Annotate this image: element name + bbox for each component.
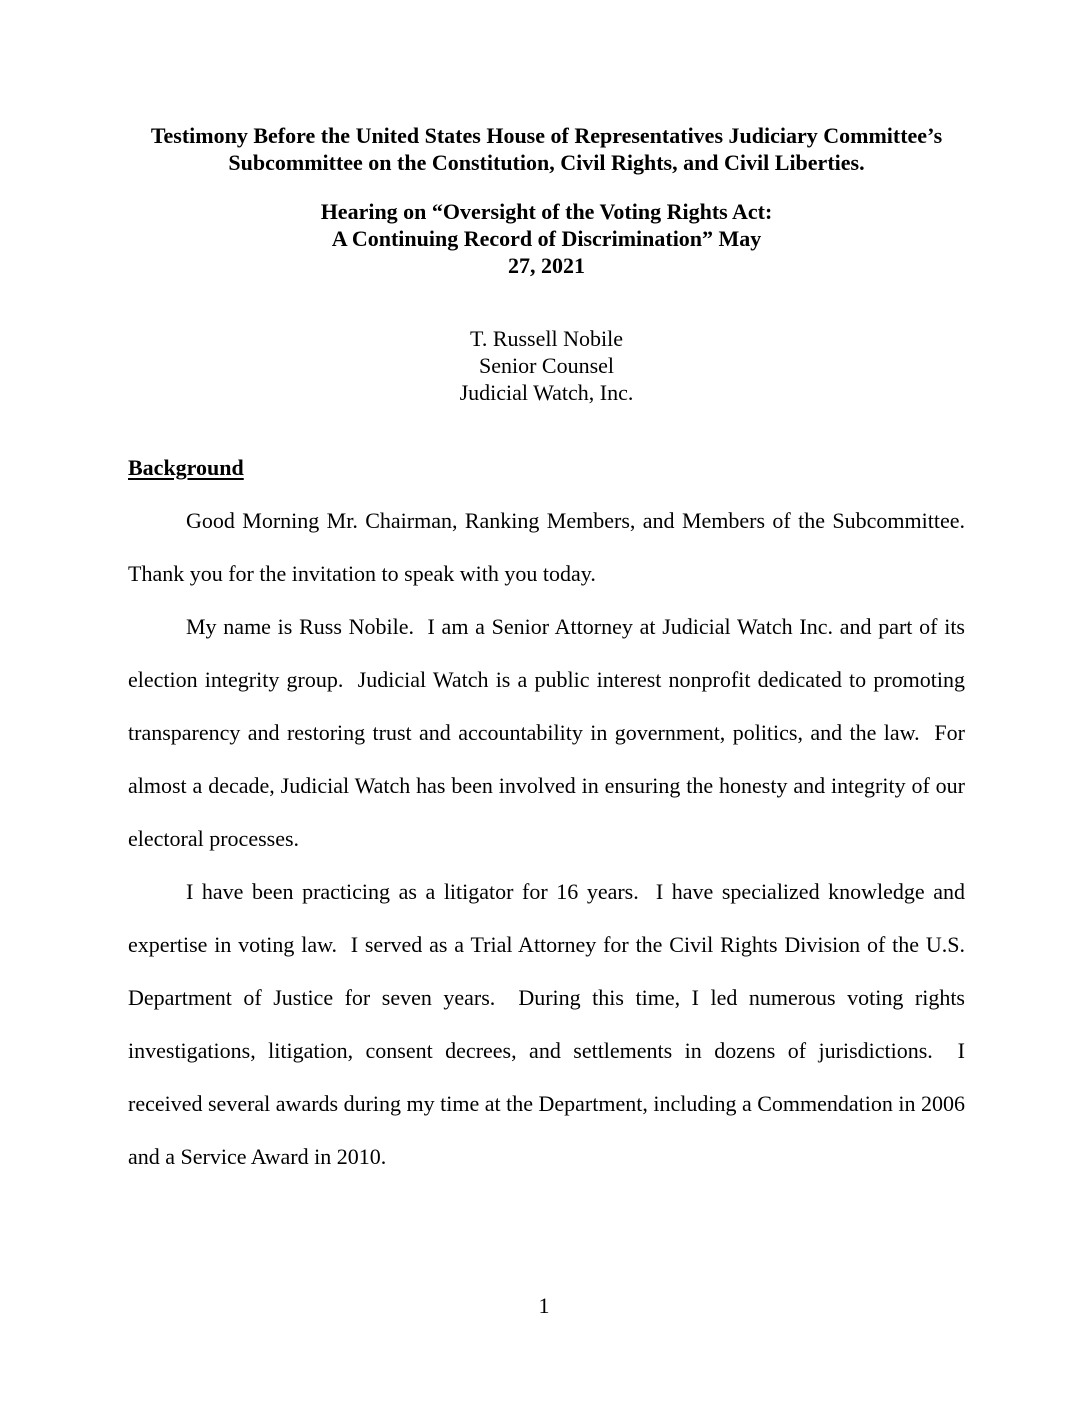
body-paragraph: My name is Russ Nobile. I am a Senior Attorney at Judicial Watch Inc. and part of its election integrity group. Judicial Watch is a public interest nonprofit dedicated to promoting transparency and restoring trust and accountability in government, politics, and the law. For almost a decade, Judicial Watch has been involved in ensuring the honesty and integrity of our electoral processes. (128, 614, 971, 851)
hearing-line-3: 27, 2021 (508, 253, 585, 278)
hearing-line-1: Hearing on “Oversight of the Voting Rights Act: (320, 199, 773, 224)
title-line-1: Testimony Before the United States House of Representatives Judiciary Committee’s (150, 123, 943, 148)
hearing-line-2: A Continuing Record of Discrimination” May (331, 226, 762, 251)
section-heading-background: Background (128, 455, 244, 480)
author-name: T. Russell Nobile (470, 326, 623, 351)
hearing-title (128, 198, 965, 279)
body-paragraph: Good Morning Mr. Chairman, Ranking Members, and Members of the Subcommittee. Thank you for the invitation to speak with you today. (128, 508, 976, 586)
document-title (128, 122, 965, 176)
author-organization: Judicial Watch, Inc. (459, 380, 634, 405)
page-number: 1 (538, 1293, 550, 1318)
title-line-2: Subcommittee on the Constitution, Civil Rights, and Civil Liberties. (228, 150, 865, 175)
author-role: Senior Counsel (478, 353, 615, 378)
body-paragraph: I have been practicing as a litigator for 16 years. I have specialized knowledge and expertise in voting law. I served as a Trial Attorney for the Civil Rights Division of the U.S. Department of Justice for seven years. During this time, I led numerous voting rights investigations, litigation, consent decrees, and settlements in dozens of jurisdictions. I received several awards during my time at the Department, including a Commendation in 2006 and a Service Award in 2010. (128, 879, 971, 1169)
author-block (128, 325, 965, 406)
